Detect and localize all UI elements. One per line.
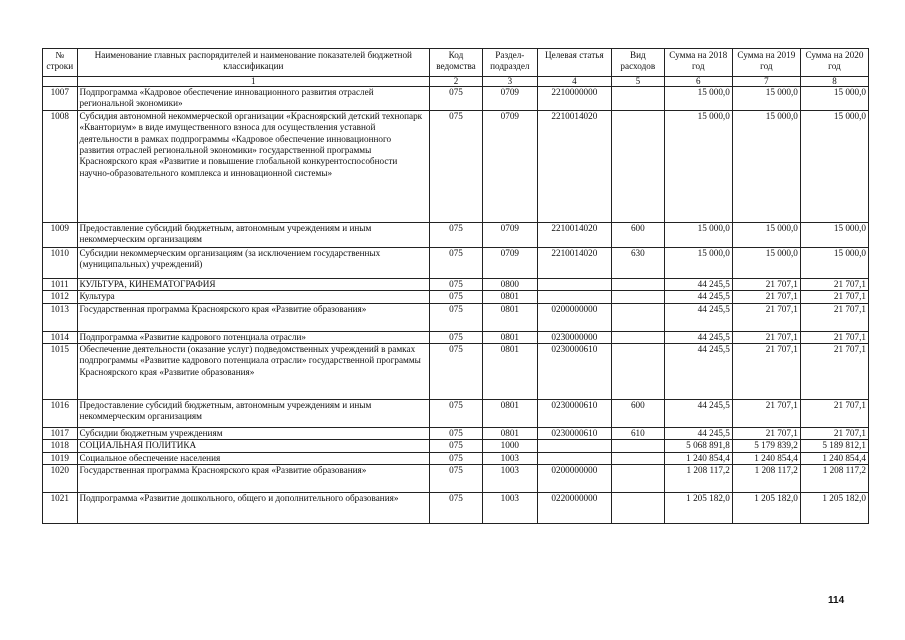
table-row [43,291,869,303]
sum-2019: 1 205 182,0 [732,493,800,524]
target-article: 0230000610 [537,400,611,428]
row-name: Культура [77,291,430,303]
row-number: 1013 [43,303,78,331]
target-article [537,291,611,303]
row-number: 1016 [43,400,78,428]
table-row [43,247,869,278]
sum-2018: 44 245,5 [664,400,732,428]
column-index: 7 [732,77,800,87]
row-number: 1018 [43,440,78,452]
header-expense-type: Вид расходов [611,49,664,77]
table-row [43,465,869,493]
row-name: Предоставление субсидий бюджетным, автономным учреждениям и иным некоммерческим организациям [77,222,430,247]
sum-2020: 15 000,0 [800,222,868,247]
section-code: 0801 [482,331,537,343]
row-number: 1019 [43,452,78,464]
column-index: 5 [611,77,664,87]
sum-2018: 15 000,0 [664,110,732,222]
sum-2019: 1 208 117,2 [732,465,800,493]
sum-2018: 44 245,5 [664,278,732,290]
header-name: Наименование главных распорядителей и наименование показателей бюджетной классификации [77,49,430,77]
sum-2019: 21 707,1 [732,278,800,290]
expense-type: 600 [611,222,664,247]
department-code: 075 [430,87,483,111]
sum-2019: 21 707,1 [732,400,800,428]
sum-2020: 15 000,0 [800,110,868,222]
sum-2020: 1 205 182,0 [800,493,868,524]
sum-2018: 44 245,5 [664,303,732,331]
sum-2019: 21 707,1 [732,291,800,303]
sum-2019: 15 000,0 [732,87,800,111]
section-code: 0801 [482,428,537,440]
sum-2020: 15 000,0 [800,247,868,278]
sum-2018: 44 245,5 [664,331,732,343]
table-row [43,278,869,290]
sum-2019: 15 000,0 [732,110,800,222]
sum-2019: 21 707,1 [732,331,800,343]
section-code: 0709 [482,247,537,278]
department-code: 075 [430,344,483,400]
target-article: 2210000000 [537,87,611,111]
row-name: Субсидии некоммерческим организациям (за исключением государственных (муниципальных) учреждений) [77,247,430,278]
section-code: 0709 [482,110,537,222]
table-row [43,493,869,524]
sum-2018: 15 000,0 [664,222,732,247]
header-row-number: № строки [43,49,78,77]
expense-type [611,278,664,290]
row-name: Подпрограмма «Кадровое обеспечение инновационного развития отраслей региональной экономики» [77,87,430,111]
target-article: 0230000610 [537,428,611,440]
row-name: Предоставление субсидий бюджетным, автономным учреждениям и иным некоммерческим организациям [77,400,430,428]
department-code: 075 [430,247,483,278]
sum-2018: 1 205 182,0 [664,493,732,524]
row-number: 1014 [43,331,78,343]
column-index-row [43,77,869,87]
sum-2020: 5 189 812,1 [800,440,868,452]
table-row [43,110,869,222]
row-number: 1007 [43,87,78,111]
target-article [537,440,611,452]
section-code: 1003 [482,493,537,524]
department-code: 075 [430,291,483,303]
target-article: 0230000000 [537,331,611,343]
sum-2020: 21 707,1 [800,331,868,343]
section-code: 1000 [482,440,537,452]
row-name: Обеспечение деятельности (оказание услуг) подведомственных учреждений в рамках подпрограммы «Развитие кадрового потенциала отрасли» государственной программы Красноярского края «Развитие образования» [77,344,430,400]
expense-type [611,452,664,464]
sum-2018: 1 208 117,2 [664,465,732,493]
section-code: 0800 [482,278,537,290]
row-name: Государственная программа Красноярского края «Развитие образования» [77,303,430,331]
expense-type [611,465,664,493]
sum-2020: 21 707,1 [800,400,868,428]
department-code: 075 [430,331,483,343]
row-number: 1015 [43,344,78,400]
table-row [43,400,869,428]
target-article: 0200000000 [537,303,611,331]
sum-2020: 21 707,1 [800,278,868,290]
expense-type: 600 [611,400,664,428]
expense-type: 630 [611,247,664,278]
expense-type [611,493,664,524]
row-number: 1021 [43,493,78,524]
header-sum-2020: Сумма на 2020 год [800,49,868,77]
column-index: 3 [482,77,537,87]
target-article: 0200000000 [537,465,611,493]
column-index: 1 [77,77,430,87]
sum-2020: 1 208 117,2 [800,465,868,493]
column-index: 8 [800,77,868,87]
row-number: 1020 [43,465,78,493]
department-code: 075 [430,400,483,428]
sum-2019: 5 179 839,2 [732,440,800,452]
expense-type [611,110,664,222]
column-index: 4 [537,77,611,87]
department-code: 075 [430,452,483,464]
row-name: СОЦИАЛЬНАЯ ПОЛИТИКА [77,440,430,452]
sum-2019: 15 000,0 [732,222,800,247]
expense-type: 610 [611,428,664,440]
expense-type [611,440,664,452]
row-number: 1009 [43,222,78,247]
target-article: 2210014020 [537,110,611,222]
table-row [43,452,869,464]
row-name: Социальное обеспечение населения [77,452,430,464]
row-name: Подпрограмма «Развитие дошкольного, общего и дополнительного образования» [77,493,430,524]
column-index: 2 [430,77,483,87]
target-article: 2210014020 [537,222,611,247]
header-section: Раздел-подраздел [482,49,537,77]
sum-2019: 1 240 854,4 [732,452,800,464]
column-index [43,77,78,87]
table-row [43,303,869,331]
sum-2020: 1 240 854,4 [800,452,868,464]
page-number: 114 [828,595,845,606]
row-name: Субсидия автономной некоммерческой организации «Красноярский детский технопарк «Кванториум» в виде имущественного взноса для осуществления уставной деятельности в рамках подпрограммы «Кадровое обеспечение инновационного развития отраслей региональной экономики» государственной программы Красноярского края «Развитие и повышение глобальной конкурентоспособности научно-образовательного комплекса и инновационной системы» [77,110,430,222]
department-code: 075 [430,440,483,452]
department-code: 075 [430,428,483,440]
expense-type [611,344,664,400]
sum-2018: 15 000,0 [664,87,732,111]
budget-page [42,48,869,524]
row-name: Субсидии бюджетным учреждениям [77,428,430,440]
sum-2020: 21 707,1 [800,428,868,440]
sum-2018: 5 068 891,8 [664,440,732,452]
section-code: 0801 [482,303,537,331]
target-article: 0230000610 [537,344,611,400]
sum-2019: 15 000,0 [732,247,800,278]
expense-type [611,331,664,343]
table-row [43,222,869,247]
header-department-code: Код ведомства [430,49,483,77]
section-code: 0801 [482,291,537,303]
sum-2020: 15 000,0 [800,87,868,111]
sum-2020: 21 707,1 [800,344,868,400]
target-article: 0220000000 [537,493,611,524]
table-row [43,440,869,452]
row-name: Подпрограмма «Развитие кадрового потенциала отрасли» [77,331,430,343]
section-code: 0801 [482,400,537,428]
section-code: 0801 [482,344,537,400]
department-code: 075 [430,278,483,290]
department-code: 075 [430,303,483,331]
table-row [43,87,869,111]
sum-2018: 15 000,0 [664,247,732,278]
row-number: 1011 [43,278,78,290]
section-code: 0709 [482,87,537,111]
budget-table [42,48,869,524]
row-name: КУЛЬТУРА, КИНЕМАТОГРАФИЯ [77,278,430,290]
row-number: 1017 [43,428,78,440]
target-article [537,278,611,290]
section-code: 0709 [482,222,537,247]
expense-type [611,291,664,303]
table-row [43,428,869,440]
section-code: 1003 [482,465,537,493]
sum-2020: 21 707,1 [800,303,868,331]
department-code: 075 [430,465,483,493]
sum-2019: 21 707,1 [732,428,800,440]
header-sum-2018: Сумма на 2018 год [664,49,732,77]
row-number: 1010 [43,247,78,278]
header-row [43,49,869,77]
header-target-article: Целевая статья [537,49,611,77]
row-number: 1008 [43,110,78,222]
sum-2020: 21 707,1 [800,291,868,303]
section-code: 1003 [482,452,537,464]
expense-type [611,303,664,331]
table-row [43,344,869,400]
sum-2018: 44 245,5 [664,344,732,400]
sum-2018: 1 240 854,4 [664,452,732,464]
target-article: 2210014020 [537,247,611,278]
expense-type [611,87,664,111]
department-code: 075 [430,493,483,524]
row-number: 1012 [43,291,78,303]
sum-2019: 21 707,1 [732,344,800,400]
department-code: 075 [430,222,483,247]
header-sum-2019: Сумма на 2019 год [732,49,800,77]
target-article [537,452,611,464]
column-index: 6 [664,77,732,87]
department-code: 075 [430,110,483,222]
sum-2018: 44 245,5 [664,428,732,440]
table-row [43,331,869,343]
sum-2018: 44 245,5 [664,291,732,303]
sum-2019: 21 707,1 [732,303,800,331]
row-name: Государственная программа Красноярского края «Развитие образования» [77,465,430,493]
